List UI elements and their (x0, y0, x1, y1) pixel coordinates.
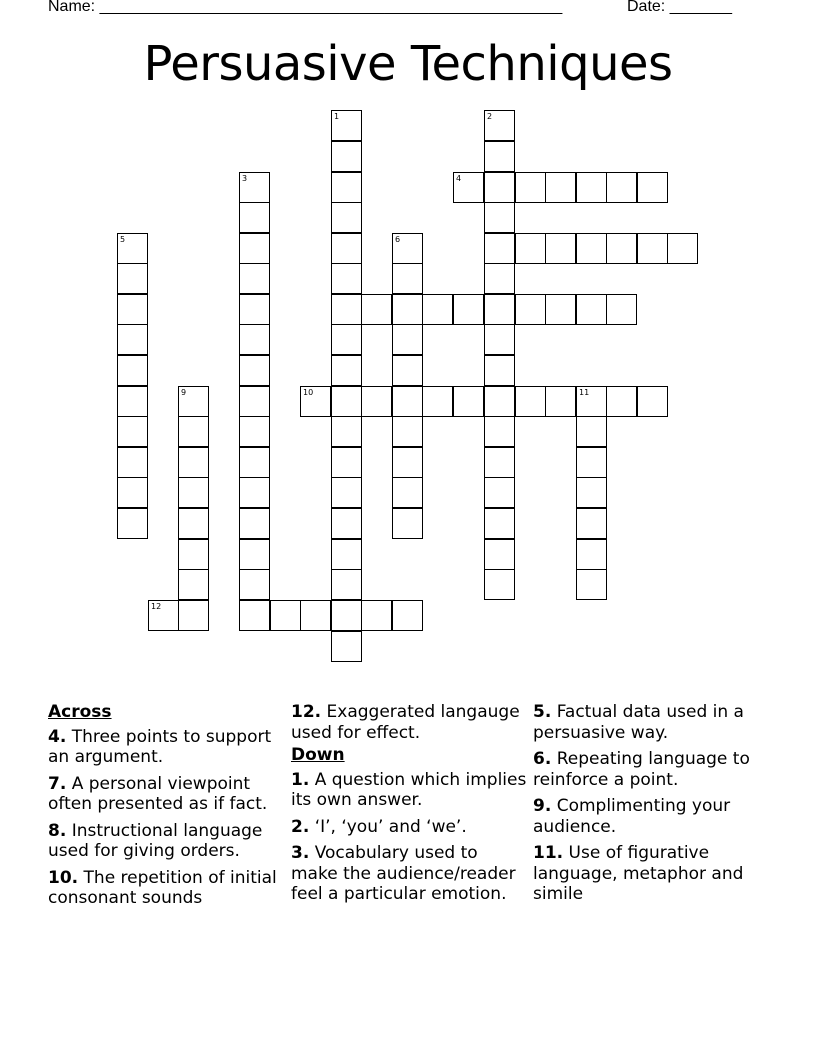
grid-cell[interactable] (331, 141, 362, 172)
clue-across-12 (291, 702, 527, 743)
grid-cell[interactable] (331, 569, 362, 600)
clue-text: Exaggerated langauge used for effect. (291, 702, 520, 743)
clue-text: Instructional language used for giving orders. (48, 820, 263, 861)
grid-cell[interactable] (576, 233, 607, 264)
date-field-line: Date: _______ (627, 0, 732, 15)
clue-down-1 (291, 770, 527, 811)
clue-number: 7. (48, 773, 67, 794)
grid-cell[interactable] (331, 447, 362, 478)
grid-cell-start-12[interactable] (148, 600, 179, 631)
grid-cell-start-5[interactable] (117, 233, 148, 264)
grid-cell[interactable] (331, 416, 362, 447)
grid-cell[interactable] (422, 294, 453, 325)
grid-cell[interactable] (576, 416, 607, 447)
grid-cell[interactable] (637, 233, 668, 264)
grid-cell[interactable] (637, 172, 668, 203)
grid-cell[interactable] (331, 233, 362, 264)
clue-text: A question which implies its own answer. (291, 769, 527, 810)
clue-number: 9. (533, 796, 552, 816)
name-field-line: Name: ____________________________________________________ (48, 0, 563, 15)
grid-cell[interactable] (239, 324, 270, 355)
grid-cell[interactable] (484, 233, 515, 264)
cell-number: 3 (242, 174, 248, 183)
clue-text: Three points to support an argument. (48, 726, 272, 767)
grid-cell[interactable] (239, 202, 270, 233)
grid-cell[interactable] (239, 600, 270, 631)
grid-cell[interactable] (484, 172, 515, 203)
grid-cell[interactable] (392, 263, 423, 294)
clue-text: Factual data used in a persuasive way. (533, 702, 744, 743)
grid-cell-start-6[interactable] (392, 233, 423, 264)
grid-cell-start-1[interactable] (331, 110, 362, 141)
clues-column-2 (291, 702, 527, 911)
grid-cell[interactable] (117, 263, 148, 294)
grid-cell[interactable] (239, 233, 270, 264)
grid-cell[interactable] (576, 447, 607, 478)
grid-cell[interactable] (361, 294, 392, 325)
grid-cell[interactable] (331, 600, 362, 631)
grid-cell[interactable] (361, 386, 392, 417)
grid-cell[interactable] (331, 294, 362, 325)
clue-number: 5. (533, 702, 552, 722)
grid-cell[interactable] (331, 355, 362, 386)
grid-cell[interactable] (117, 508, 148, 539)
clue-text: A personal viewpoint often presented as if fact. (48, 773, 268, 814)
grid-cell[interactable] (484, 416, 515, 447)
grid-cell-start-10[interactable] (300, 386, 331, 417)
grid-cell[interactable] (331, 477, 362, 508)
clue-down-9 (533, 796, 769, 837)
grid-cell[interactable] (484, 508, 515, 539)
grid-cell[interactable] (545, 386, 576, 417)
grid-cell[interactable] (331, 202, 362, 233)
grid-cell[interactable] (239, 263, 270, 294)
grid-cell[interactable] (392, 386, 423, 417)
grid-cell[interactable] (239, 569, 270, 600)
grid-cell[interactable] (484, 539, 515, 570)
cell-number: 12 (151, 602, 162, 611)
grid-cell[interactable] (331, 324, 362, 355)
grid-cell[interactable] (422, 386, 453, 417)
grid-cell[interactable] (331, 172, 362, 203)
grid-cell[interactable] (576, 569, 607, 600)
clue-text: The repetition of initial consonant sounds (48, 867, 277, 908)
clue-number: 8. (48, 820, 67, 841)
page-title: Persuasive Techniques (143, 36, 673, 92)
grid-cell-start-11[interactable] (576, 386, 607, 417)
grid-cell[interactable] (515, 386, 546, 417)
grid-cell[interactable] (484, 294, 515, 325)
clue-text: ‘I’, ‘you’ and ‘we’. (314, 816, 467, 837)
grid-cell[interactable] (178, 508, 209, 539)
clue-number: 4. (48, 726, 67, 747)
grid-cell-start-2[interactable] (484, 110, 515, 141)
clue-number: 1. (291, 769, 310, 790)
grid-cell[interactable] (239, 294, 270, 325)
grid-cell[interactable] (392, 416, 423, 447)
grid-cell[interactable] (392, 324, 423, 355)
grid-cell[interactable] (484, 324, 515, 355)
grid-cell[interactable] (239, 508, 270, 539)
grid-cell[interactable] (392, 294, 423, 325)
grid-cell[interactable] (178, 600, 209, 631)
grid-cell[interactable] (576, 539, 607, 570)
grid-cell[interactable] (453, 386, 484, 417)
grid-cell[interactable] (331, 386, 362, 417)
grid-cell[interactable] (300, 600, 331, 631)
clues-column-1 (48, 702, 284, 915)
clue-across-7 (48, 774, 284, 815)
grid-cell[interactable] (484, 263, 515, 294)
grid-cell[interactable] (117, 355, 148, 386)
grid-cell[interactable] (178, 539, 209, 570)
grid-cell[interactable] (117, 324, 148, 355)
grid-cell-start-9[interactable] (178, 386, 209, 417)
grid-cell[interactable] (637, 386, 668, 417)
grid-cell[interactable] (239, 386, 270, 417)
grid-cell[interactable] (484, 355, 515, 386)
grid-cell[interactable] (117, 416, 148, 447)
grid-cell[interactable] (545, 233, 576, 264)
clue-text: Repeating language to reinforce a point. (533, 749, 750, 790)
grid-cell[interactable] (484, 386, 515, 417)
clue-down-2 (291, 817, 527, 838)
grid-cell[interactable] (667, 233, 698, 264)
clue-across-8 (48, 821, 284, 862)
clue-number: 10. (48, 867, 79, 888)
grid-cell[interactable] (515, 233, 546, 264)
down-heading: Down (291, 745, 345, 765)
clue-down-6 (533, 749, 769, 790)
cell-number: 2 (487, 112, 493, 121)
grid-cell[interactable] (576, 172, 607, 203)
grid-cell[interactable] (545, 172, 576, 203)
grid-cell[interactable] (239, 539, 270, 570)
grid-cell[interactable] (392, 355, 423, 386)
grid-cell[interactable] (331, 263, 362, 294)
grid-cell-start-3[interactable] (239, 172, 270, 203)
clue-number: 6. (533, 749, 552, 769)
grid-cell-start-4[interactable] (453, 172, 484, 203)
cell-number: 11 (579, 388, 590, 397)
cell-number: 9 (181, 388, 187, 397)
clue-down-5 (533, 702, 769, 743)
grid-cell[interactable] (484, 202, 515, 233)
grid-cell[interactable] (392, 477, 423, 508)
grid-cell[interactable] (392, 447, 423, 478)
across-heading: Across (48, 702, 112, 722)
cell-number: 4 (456, 174, 462, 183)
grid-cell[interactable] (484, 569, 515, 600)
grid-cell[interactable] (117, 386, 148, 417)
grid-cell[interactable] (117, 447, 148, 478)
grid-cell[interactable] (117, 294, 148, 325)
grid-cell[interactable] (178, 416, 209, 447)
grid-cell[interactable] (606, 172, 637, 203)
clue-text: Complimenting your audience. (533, 796, 731, 837)
clue-across-10 (48, 868, 284, 909)
grid-cell[interactable] (331, 539, 362, 570)
grid-cell[interactable] (392, 508, 423, 539)
grid-cell[interactable] (606, 386, 637, 417)
cell-number: 1 (334, 112, 340, 121)
clue-number: 12. (291, 702, 322, 722)
clue-number: 2. (291, 816, 310, 837)
clue-down-3 (291, 843, 527, 905)
grid-cell[interactable] (576, 294, 607, 325)
grid-cell[interactable] (270, 600, 301, 631)
clue-down-11 (533, 843, 769, 905)
clue-text: Vocabulary used to make the audience/reader feel a particular emotion. (291, 843, 516, 904)
grid-cell[interactable] (331, 631, 362, 662)
grid-cell[interactable] (515, 172, 546, 203)
grid-cell[interactable] (515, 294, 546, 325)
clues-column-3 (533, 702, 769, 911)
cell-number: 6 (395, 235, 401, 244)
cell-number: 5 (120, 235, 126, 244)
grid-cell[interactable] (484, 477, 515, 508)
grid-cell[interactable] (606, 233, 637, 264)
grid-cell[interactable] (606, 294, 637, 325)
clue-across-4 (48, 727, 284, 768)
grid-cell[interactable] (361, 600, 392, 631)
grid-cell[interactable] (178, 569, 209, 600)
grid-cell[interactable] (331, 508, 362, 539)
grid-cell[interactable] (178, 477, 209, 508)
grid-cell[interactable] (392, 600, 423, 631)
grid-cell[interactable] (239, 355, 270, 386)
clue-number: 3. (291, 843, 310, 863)
grid-cell[interactable] (117, 477, 148, 508)
grid-cell[interactable] (576, 477, 607, 508)
grid-cell[interactable] (239, 447, 270, 478)
grid-cell[interactable] (545, 294, 576, 325)
grid-cell[interactable] (178, 447, 209, 478)
grid-cell[interactable] (484, 447, 515, 478)
clue-number: 11. (533, 843, 564, 863)
grid-cell[interactable] (239, 416, 270, 447)
grid-cell[interactable] (239, 477, 270, 508)
clue-text: Use of figurative language, metaphor and simile (533, 843, 744, 904)
cell-number: 10 (303, 388, 314, 397)
grid-cell[interactable] (576, 508, 607, 539)
grid-cell[interactable] (453, 294, 484, 325)
grid-cell[interactable] (484, 141, 515, 172)
